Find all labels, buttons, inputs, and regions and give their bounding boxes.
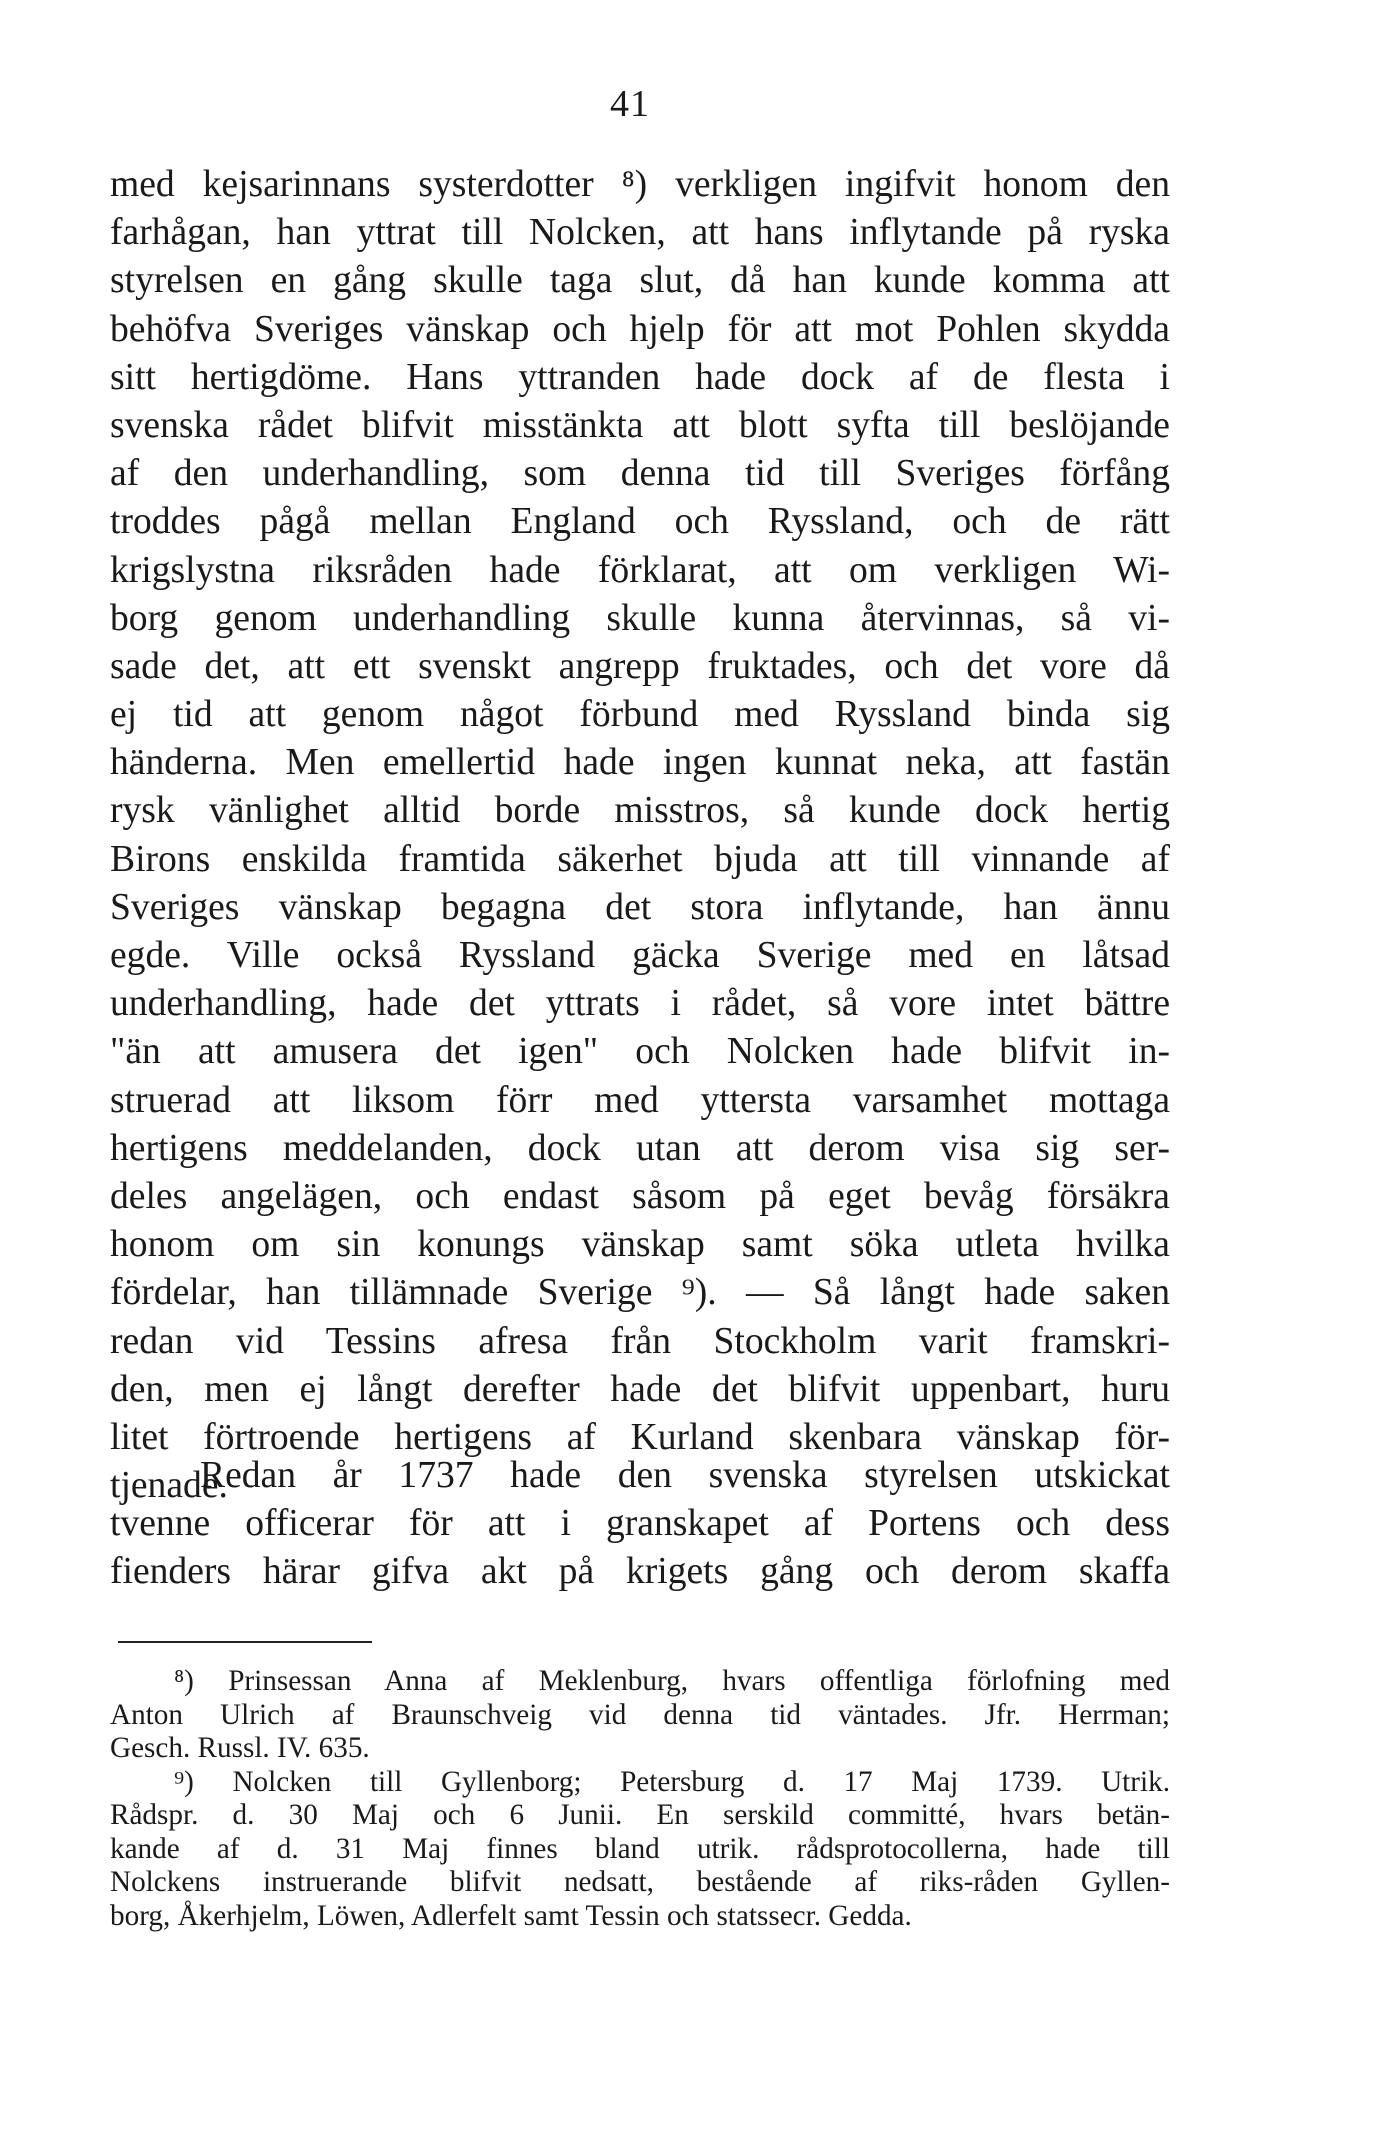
text-line: med kejsarinnans systerdotter ⁸) verkligen ingifvit honom den (110, 164, 1170, 205)
footnote-line: Anton Ulrich af Braunschveig vid denna tid väntades. Jfr. Herrman; (110, 1698, 1170, 1731)
text-line: deles angelägen, och endast såsom på eget bevåg försäkra (110, 1175, 1170, 1217)
text-line: händerna. Men emellertid hade ingen kunnat neka, att fastän (110, 742, 1170, 784)
footnote-separator (118, 1641, 372, 1643)
paragraph-1 (110, 161, 1170, 1510)
text-line: litet förtroende hertigens af Kurland skenbara vänskap för- (110, 1416, 1170, 1458)
text-line: styrelsen en gång skulle taga slut, då han kunde komma att (110, 260, 1170, 302)
text-line: af den underhandling, som denna tid till Sveriges förfång (110, 453, 1170, 495)
footnote-line: kande af d. 31 Maj finnes bland utrik. rådsprotocollerna, hade till (110, 1832, 1170, 1865)
text-line: behöfva Sveriges vänskap och hjelp för att mot Pohlen skydda (110, 308, 1170, 350)
text-line: fienders härar gifva akt på krigets gång och derom skaffa (110, 1551, 1170, 1593)
text-line: redan vid Tessins afresa från Stockholm varit framskri- (110, 1320, 1170, 1362)
footnote-line: Gesch. Russl. IV. 635. (110, 1732, 370, 1764)
text-line: tvenne officerar för att i granskapet af Portens och dess (110, 1503, 1170, 1545)
footnotes (110, 1665, 1170, 1933)
text-line: borg genom underhandling skulle kunna återvinnas, så vi- (110, 597, 1170, 639)
text-line: struerad att liksom förr med yttersta varsamhet mottaga (110, 1079, 1170, 1121)
page-number: 41 (610, 83, 650, 125)
text-line: "än att amusera det igen" och Nolcken hade blifvit in- (110, 1031, 1170, 1073)
text-line: Redan år 1737 hade den svenska styrelsen utskickat (200, 1455, 1170, 1496)
footnote-line: ⁹) Nolcken till Gyllenborg; Petersburg d. 17 Maj 1739. Utrik. (174, 1765, 1170, 1798)
text-line: underhandling, hade det yttrats i rådet, så vore intet bättre (110, 983, 1170, 1025)
text-line: Sveriges vänskap begagna det stora inflytande, han ännu (110, 886, 1170, 928)
text-line: honom om sin konungs vänskap samt söka utleta hvilka (110, 1224, 1170, 1266)
text-line: fördelar, han tillämnade Sverige ⁹). — Så långt hade saken (110, 1272, 1170, 1314)
text-line: farhågan, han yttrat till Nolcken, att hans inflytande på ryska (110, 212, 1170, 254)
footnote-line: Nolckens instruerande blifvit nedsatt, bestående af riks-råden Gyllen- (110, 1866, 1170, 1898)
text-line: sitt hertigdöme. Hans yttranden hade dock af de flesta i (110, 356, 1170, 398)
footnote-line: ⁸) Prinsessan Anna af Meklenburg, hvars offentliga förlofning med (174, 1665, 1170, 1697)
text-line: hertigens meddelanden, dock utan att derom visa sig ser- (110, 1127, 1170, 1169)
footnote-line: borg, Åkerhjelm, Löwen, Adlerfelt samt Tessin och statssecr. Gedda. (110, 1899, 912, 1932)
text-line: egde. Ville också Ryssland gäcka Sverige med en låtsad (110, 935, 1170, 976)
text-line: troddes pågå mellan England och Ryssland, och de rätt (110, 501, 1170, 543)
text-line: tjenade. (110, 1465, 228, 1507)
text-line: ej tid att genom något förbund med Ryssland binda sig (110, 694, 1170, 736)
text-line: den, men ej långt derefter hade det blifvit uppenbart, huru (110, 1368, 1170, 1410)
text-line: svenska rådet blifvit misstänkta att blott syfta till beslöjande (110, 404, 1170, 446)
paragraph-2 (110, 1452, 1170, 1597)
text-line: rysk vänlighet alltid borde misstros, så kunde dock hertig (110, 790, 1170, 832)
text-line: krigslystna riksråden hade förklarat, att om verkligen Wi- (110, 549, 1170, 591)
footnote-line: Rådspr. d. 30 Maj och 6 Junii. En serskild committé, hvars betän- (110, 1799, 1170, 1831)
text-line: sade det, att ett svenskt angrepp fruktades, och det vore då (110, 645, 1170, 687)
text-line: Birons enskilda framtida säkerhet bjuda att till vinnande af (110, 838, 1170, 880)
